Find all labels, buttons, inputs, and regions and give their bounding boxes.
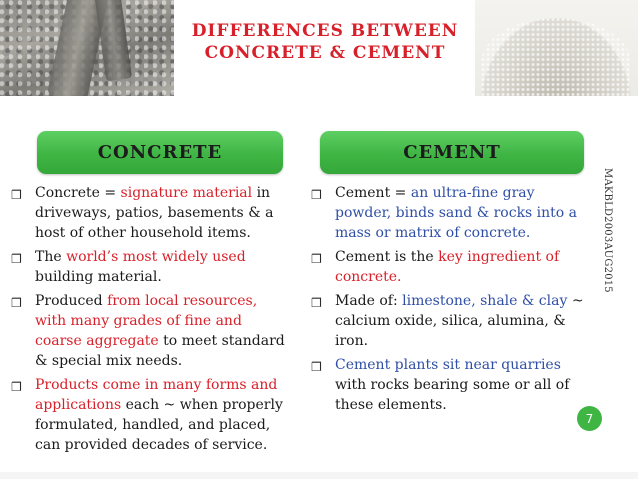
bullet-icon: ❒ [311,360,322,374]
cement-item: ❒ Made of: limestone, shale & clay ~ calcium oxide, silica, alumina, & iron. [311,293,584,349]
concrete-item: ❒ Concrete = signature material in driveways, patios, basements & a host of other household items. [11,185,274,241]
highlight-text: Cement plants sit near quarries [335,357,561,373]
highlight-text: key ingredient of concrete. [335,249,560,285]
bullet-icon: ❒ [11,380,22,394]
concrete-stream-image [94,0,132,81]
cement-item: ❒ Cement is the key ingredient of concrete. [311,249,560,285]
bullet-icon: ❒ [11,252,22,266]
highlight-text: from local resources, with many grades of fine and coarse aggregate [35,293,258,349]
slide-bottom-edge [0,472,638,479]
bullet-icon: ❒ [11,188,22,202]
bullet-icon: ❒ [311,252,322,266]
highlight-text: an ultra-fine gray powder, binds sand & rocks into a mass or matrix of concrete. [335,185,578,241]
concrete-pour-photo [0,0,174,96]
concrete-item: ❒ The world’s most widely used building material. [11,249,246,285]
concrete-list [11,183,291,459]
highlight-text: limestone, shale & clay [402,293,568,309]
bullet-icon: ❒ [311,296,322,310]
concrete-item: ❒ Produced from local resources, with many grades of fine and coarse aggregate to meet standard & special mix needs. [11,293,285,369]
cement-powder-photo [475,0,638,96]
concrete-item: ❒ Products come in many forms and applications each ~ when properly formulated, handled, and placed, can provided decades of service. [11,377,283,453]
highlight-text: world’s most widely used [66,249,246,265]
cement-header: CEMENT [320,131,584,174]
slide-title-line2: CONCRETE & CEMENT [204,43,446,63]
cement-item: ❒ Cement plants sit near quarries with rocks bearing some or all of these elements. [311,357,570,413]
concrete-header: CONCRETE [37,131,283,174]
bullet-icon: ❒ [311,188,322,202]
slide-title-line1: DIFFERENCES BETWEEN [191,21,459,41]
bullet-icon: ❒ [11,296,22,310]
cement-item: ❒ Cement = an ultra-fine gray powder, binds sand & rocks into a mass or matrix of concrete. [311,185,578,241]
highlight-text: signature material [120,185,253,201]
side-label: MAKBLD2003AUG2015 [602,168,613,293]
cement-list [311,183,587,419]
slide-title [176,20,474,64]
cement-pile-image [481,18,631,96]
highlight-text: Products come in many forms and applications [35,377,278,413]
page-number-badge: 7 [577,406,602,431]
